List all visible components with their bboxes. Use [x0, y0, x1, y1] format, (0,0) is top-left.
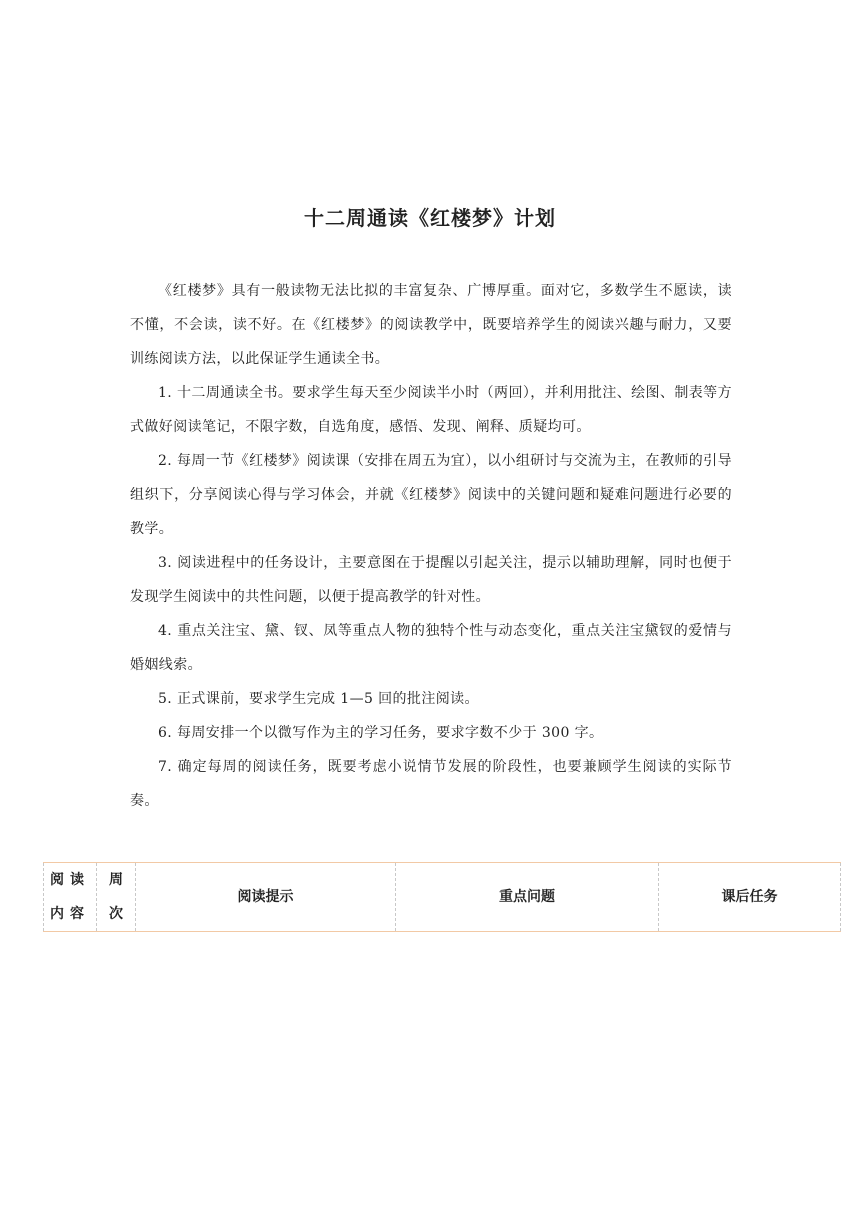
header-key-questions: 重点问题 — [396, 863, 659, 932]
intro-paragraph: 《红楼梦》具有一般读物无法比拟的丰富复杂、广博厚重。面对它，多数学生不愿读，读不懂，不会读，读不好。在《红楼梦》的阅读教学中，既要培养学生的阅读兴趣与耐力，又要训练阅读方法，以此保证学生通读全书。 — [130, 283, 732, 367]
plan-item-6: 6. 每周安排一个以微写作为主的学习任务，要求字数不少于 300 字。 — [158, 725, 604, 741]
header-reading-content: 阅读内容 — [44, 863, 97, 932]
header-week: 周次 — [97, 863, 136, 932]
plan-item-2: 2. 每周一节《红楼梦》阅读课（安排在周五为宜），以小组研讨与交流为主，在教师的引导组织下，分享阅读心得与学习体会，并就《红楼梦》阅读中的关键问题和疑难问题进行必要的教学。 — [130, 453, 732, 537]
header-reading-tips: 阅读提示 — [136, 863, 396, 932]
table-header-row — [44, 863, 841, 932]
plan-item-3: 3. 阅读进程中的任务设计，主要意图在于提醒以引起关注，提示以辅助理解，同时也便于发现学生阅读中的共性问题，以便于提高教学的针对性。 — [130, 555, 732, 605]
document-title: 十二周通读《红楼梦》计划 — [304, 206, 556, 230]
plan-item-5: 5. 正式课前，要求学生完成 1—5 回的批注阅读。 — [158, 691, 479, 707]
plan-item-1: 1. 十二周通读全书。要求学生每天至少阅读半小时（两回），并利用批注、绘图、制表等方式做好阅读笔记，不限字数，自选角度，感悟、发现、阐释、质疑均可。 — [130, 385, 732, 435]
header-after-class-tasks: 课后任务 — [659, 863, 841, 932]
plan-item-7: 7. 确定每周的阅读任务，既要考虑小说情节发展的阶段性，也要兼顾学生阅读的实际节奏。 — [130, 759, 732, 809]
plan-item-4: 4. 重点关注宝、黛、钗、凤等重点人物的独特个性与动态变化，重点关注宝黛钗的爱情与婚姻线索。 — [130, 623, 732, 673]
document-body — [130, 274, 732, 818]
reading-plan-table — [43, 862, 840, 931]
